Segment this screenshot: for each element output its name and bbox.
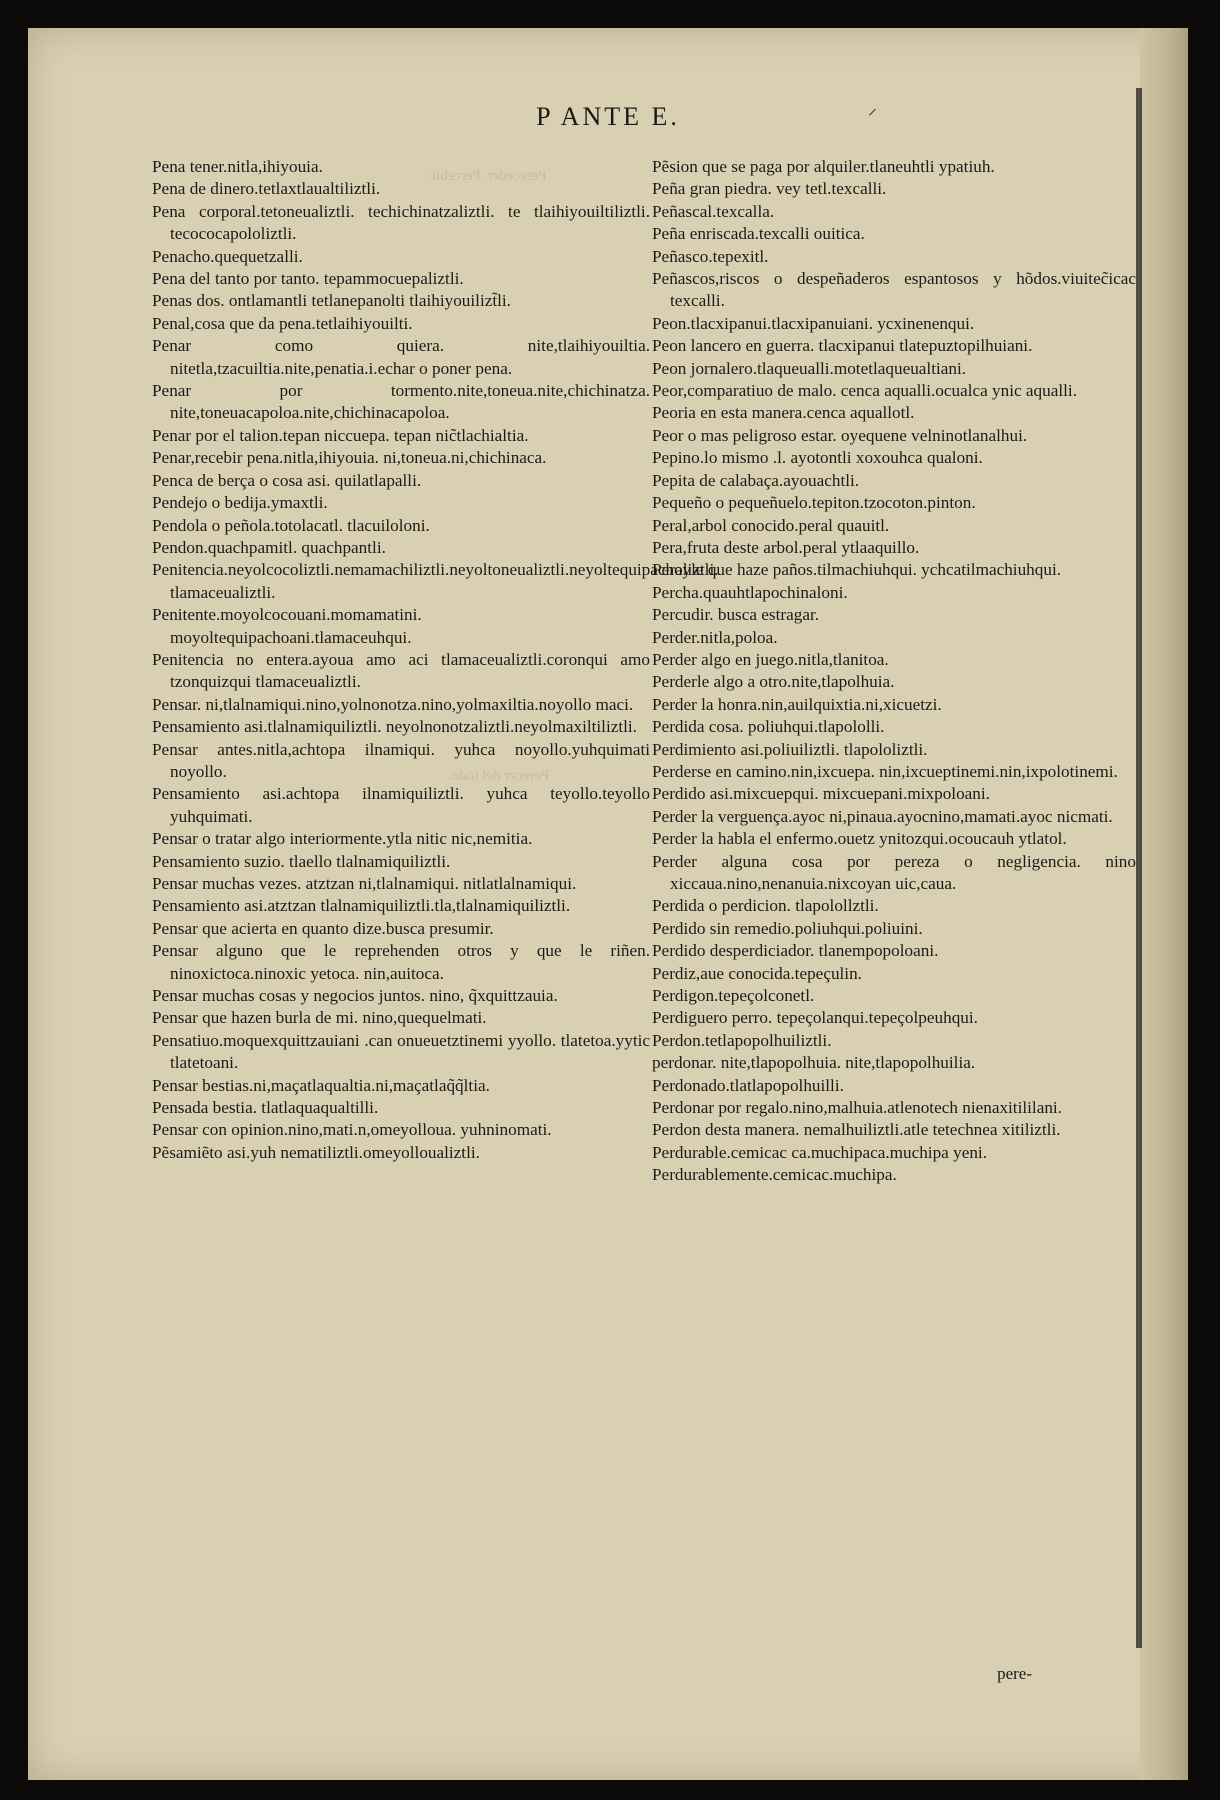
dictionary-entry: Pensar muchas cosas y negocios juntos. nino, q̃xquittzauia. xyxy=(152,986,558,1006)
gutter-shadow xyxy=(1136,88,1142,1648)
dictionary-entry: Perdida o perdicion. tlapolollztli. xyxy=(652,896,879,916)
dictionary-entry: Penacho.quequetzalli. xyxy=(152,246,303,266)
dictionary-entry: Percha.quauhtlapochinaloni. xyxy=(652,582,848,602)
dictionary-entry: Perderse en camino.nin,ixcuepa. nin,ixcueptinemi.nin,ixpolotinemi. xyxy=(652,761,1118,781)
dictionary-entry: Pensar. ni,tlalnamiqui.nino,yolnonotza.nino,yolmaxiltia.noyollo maci. xyxy=(152,694,634,714)
dictionary-entry: Perdiz,aue conocida.tepeçulin. xyxy=(652,963,862,983)
dictionary-entry: Perdiguero perro. tepeçolanqui.tepeçolpeuhqui. xyxy=(652,1008,978,1028)
dictionary-entry: Perder.nitla,poloa. xyxy=(652,627,778,647)
dictionary-entry: Perdimiento asi.poliuiliztli. tlapololiztli. xyxy=(652,739,928,759)
dictionary-entry: Perdido asi.mixcuepqui. mixcuepani.mixpoloani. xyxy=(652,784,990,804)
dictionary-entry: Peor o mas peligroso estar. oyequene velninotlanalhui. xyxy=(652,425,1028,445)
dictionary-entry: Perdonar por regalo.nino,malhuia.atlenotech nienaxitililani. xyxy=(652,1098,1062,1118)
dictionary-entry: Perdurablemente.cemicac.muchipa. xyxy=(652,1165,897,1185)
catchword: pere- xyxy=(997,1664,1032,1683)
dictionary-entry: Peña gran piedra. vey tetl.texcalli. xyxy=(652,179,887,199)
dictionary-entry: Peñascal.texcalla. xyxy=(652,201,775,221)
dictionary-entry: Pena de dinero.tetlaxtlaualtiliztli. xyxy=(152,179,381,199)
dictionary-entry: Pena corporal.tetoneualiztli. techichinatzaliztli. te tlaihiyouiltiliztli. tecococapololiztli. xyxy=(152,201,650,244)
dictionary-entry: Penar por tormento.nite,toneua.nite,chichinatza. nite,toneuacapoloa.nite,chichinacapoloa. xyxy=(152,381,650,423)
dictionary-entry: Pensar o tratar algo interiormente.ytla nitic nic,nemitia. xyxy=(152,829,533,849)
dictionary-entry: Pensar muchas vezes. atztzan ni,tlalnamiqui. nitlatlalnamiqui. xyxy=(152,874,577,893)
dictionary-entry: Pequeño o pequeñuelo.tepiton.tzocoton.pinton. xyxy=(652,493,976,513)
dictionary-entry: Pensar que hazen burla de mi. nino,quequelmati. xyxy=(152,1008,487,1028)
dictionary-entry: Peon jornalero.tlaqueualli.motetlaqueualtiani. xyxy=(652,358,967,378)
dictionary-entry: Perder algo en juego.nitla,tlanitoa. xyxy=(652,649,889,669)
dictionary-entry: Perdido desperdiciador. tlanempopoloani. xyxy=(652,941,939,961)
dictionary-entry: Pena del tanto por tanto. tepammocuepaliztli. xyxy=(152,269,464,289)
dictionary-entry: Pensamiento asi.achtopa ilnamiquiliztli. yuhca teyollo.teyollo yuhquimati. xyxy=(152,784,650,826)
page-gutter xyxy=(1140,28,1188,1780)
dictionary-entry: Perder alguna cosa por pereza o negligencia. nino xiccaua.nino,nenanuia.nixcoyan uic,caua. xyxy=(652,851,1136,893)
show-through-text-2: Perecer del todo. xyxy=(448,768,550,784)
dictionary-entry: Perdurable.cemicac ca.muchipaca.muchipa yeni. xyxy=(652,1142,987,1162)
dictionary-entry: Perderle algo a otro.nite,tlapolhuia. xyxy=(652,672,895,692)
dictionary-entry: Pensar bestias.ni,maçatlaqualtia.ni,maçatlaq̃q̃ltia. xyxy=(152,1075,490,1095)
page-title: P ANTE E. xyxy=(536,102,680,131)
dictionary-entry: Perdida cosa. poliuhqui.tlapololli. xyxy=(652,717,885,737)
dictionary-entry: Pensamiento asi.atztzan tlalnamiquiliztli.tla,tlalnamiquiliztli. xyxy=(152,896,571,916)
dictionary-entry: Penar como quiera. nite,tlaihiyouiltia. nitetla,tzacuiltia.nite,penatia.i.echar o poner pena. xyxy=(152,336,650,378)
dictionary-entry: Peñascos,riscos o despeñaderos espantosos y hõdos.viuitec̃icac texcalli. xyxy=(652,269,1136,311)
dictionary-entry: Pẽsion que se paga por alquiler.tlaneuhtli ypatiuh. xyxy=(652,157,995,176)
dictionary-entry: Peon lancero en guerra. tlacxipanui tlatepuztopilhuiani. xyxy=(652,336,1033,356)
dictionary-entry: Peral,arbol conocido.peral quauitl. xyxy=(652,515,890,535)
dictionary-entry: Pensar que acierta en quanto dize.busca presumir. xyxy=(152,918,494,938)
dictionary-entry: Penar,recebir pena.nitla,ihiyouia. ni,toneua.ni,chichinaca. xyxy=(152,448,547,468)
dictionary-entry: Pensar antes.nitla,achtopa ilnamiqui. yuhca noyollo.yuhquimati noyollo. xyxy=(152,739,650,781)
dictionary-entry: Pensamiento suzio. tlaello tlalnamiquiliztli. xyxy=(152,851,451,871)
dictionary-entry: Perder la verguença.ayoc ni,pinaua.ayocnino,mamati.ayoc nicmati. xyxy=(652,806,1113,826)
book-page xyxy=(28,28,1188,1780)
dictionary-entry: Penca de berça o cosa asi. quilatlapalli. xyxy=(152,470,422,490)
dictionary-entry: Penitencia.neyolcocoliztli.nemamachiliztli.neyoltoneualiztli.neyoltequipacholiztli. tlamaceualiztli. xyxy=(152,560,719,602)
dictionary-entry: Peña enriscada.texcalli ouitica. xyxy=(652,224,865,244)
right-column xyxy=(652,156,1136,1187)
dictionary-entry: Pendon.quachpamitl. quachpantli. xyxy=(152,537,386,557)
dictionary-entry: Perdido sin remedio.poliuhqui.poliuini. xyxy=(652,918,923,938)
dictionary-entry: Perder la honra.nin,auilquixtia.ni,xicuetzi. xyxy=(652,694,942,714)
dictionary-entry: Perayle que haze paños.tilmachiuhqui. ychcatilmachiuhqui. xyxy=(652,560,1062,580)
dictionary-entry: Pendejo o bedija.ymaxtli. xyxy=(152,493,328,513)
header-mark: ⸝ xyxy=(868,98,880,118)
dictionary-entry: Pera,fruta deste arbol.peral ytlaaquillo. xyxy=(652,537,920,557)
dictionary-entry: Perder la habla el enfermo.ouetz ynitozqui.ocoucauh ytlatol. xyxy=(652,829,1067,849)
dictionary-entry: Pensamiento asi.tlalnamiquiliztli. neyolnonotzaliztli.neyolmaxiltiliztli. xyxy=(152,717,637,737)
dictionary-entry: Peoria en esta manera.cenca aquallotl. xyxy=(652,403,915,423)
dictionary-entry: Pena tener.nitla,ihiyouia. xyxy=(152,157,323,176)
show-through-text: Pereceder. Percebir. xyxy=(428,168,547,184)
dictionary-entry: Pepita de calabaça.ayouachtli. xyxy=(652,470,860,490)
dictionary-entry: Pensatiuo.moquexquittzauiani .can onueuetztinemi yyollo. tlatetoa.yytic tlatetoani. xyxy=(152,1030,650,1073)
dictionary-entry: Pẽsamiẽto asi.yuh nematiliztli.omeyolloualiztli. xyxy=(152,1142,480,1162)
dictionary-entry: Peon.tlacxipanui.tlacxipanuiani. ycxinenenqui. xyxy=(652,313,975,333)
dictionary-entry: Pensar con opinion.nino,mati.n,omeyolloua. yuhninomati. xyxy=(152,1120,552,1140)
dictionary-entry: Penal,cosa que da pena.tetlaihiyouilti. xyxy=(152,313,413,333)
dictionary-entry: Perdonado.tlatlapopolhuilli. xyxy=(652,1075,844,1095)
dictionary-entry: Peor,comparatiuo de malo. cenca aqualli.ocualca ynic aqualli. xyxy=(652,381,1077,401)
running-head xyxy=(28,98,1188,132)
dictionary-entry: Pendola o peñola.totolacatl. tlacuiloloni. xyxy=(152,515,430,535)
dictionary-entry: Peñasco.tepexitl. xyxy=(652,246,769,266)
dictionary-entry: Perdon.tetlapopolhuiliztli. xyxy=(652,1030,832,1050)
dictionary-entry: Percudir. busca estragar. xyxy=(652,605,820,625)
dictionary-entry: Perdon desta manera. nemalhuiliztli.atle tetechnea xitiliztli. xyxy=(652,1120,1061,1140)
dictionary-entry: Penitente.moyolcocouani.momamatini. moyoltequipachoani.tlamaceuhqui. xyxy=(152,605,422,647)
dictionary-entry: Perdigon.tepeçolconetl. xyxy=(652,986,815,1006)
dictionary-entry: Penitencia no entera.ayoua amo aci tlamaceualiztli.coronqui amo tzonquizqui tlamaceualiztli. xyxy=(152,649,650,692)
dictionary-entry: Pensar alguno que le reprehenden otros y que le riñen. ninoxictoca.ninoxic yetoca. nin,auitoca. xyxy=(152,941,650,983)
dictionary-entry: Pepino.lo mismo .l. ayotontli xoxouhca qualoni. xyxy=(652,448,983,468)
dictionary-entry: Penas dos. ontlamantli tetlanepanolti tlaihiyouilizt̃li. xyxy=(152,291,511,311)
dictionary-entry: Pensada bestia. tlatlaquaqualtilli. xyxy=(152,1098,379,1118)
dictionary-entry: perdonar. nite,tlapopolhuia. nite,tlapopolhuilia. xyxy=(652,1053,976,1073)
dictionary-entry: Penar por el talion.tepan niccuepa. tepan nic̃tlachialtia. xyxy=(152,425,529,445)
